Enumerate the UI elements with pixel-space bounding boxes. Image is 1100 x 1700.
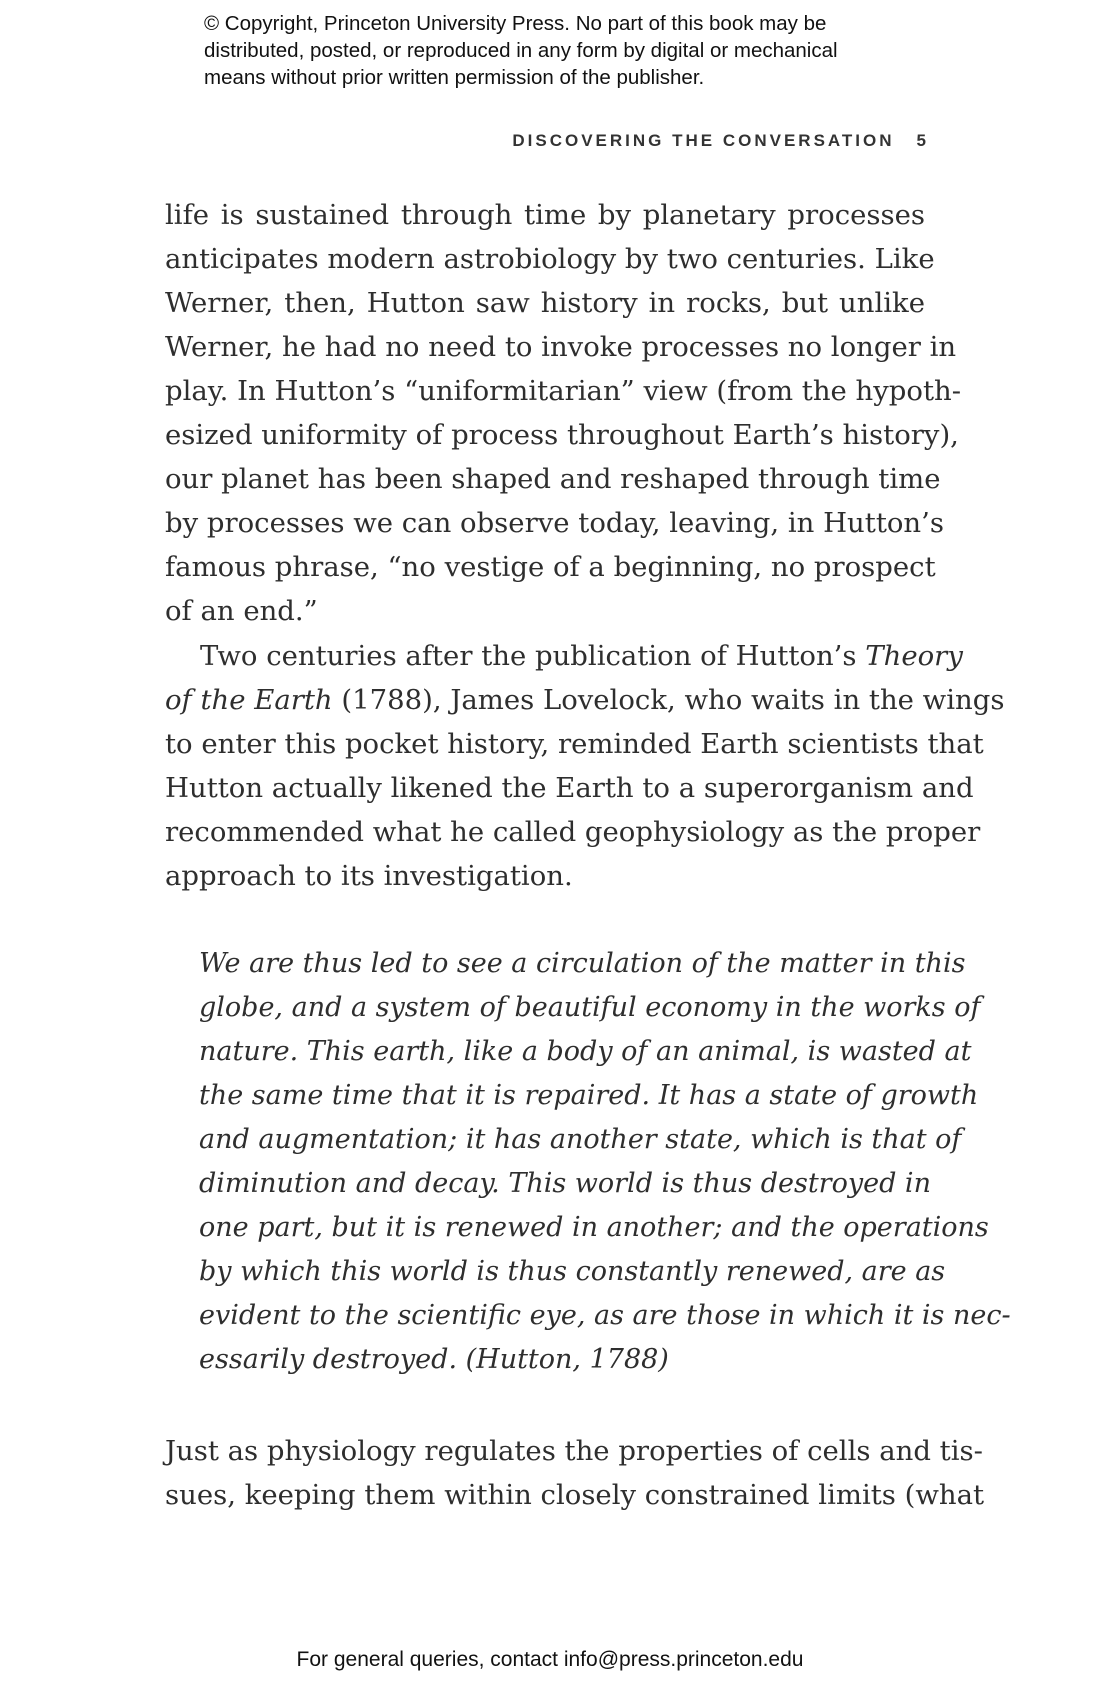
text-line: approach to its investigation. (165, 860, 573, 892)
text-line (165, 634, 963, 678)
quote-line: one part, but it is renewed in another; and the operations (199, 1212, 989, 1243)
book-title-part: Theory (865, 640, 963, 672)
text-line: Just as physiology regulates the properties of cells and tis- (165, 1435, 983, 1467)
text-line: recommended what he called geophysiology as the proper (165, 816, 981, 848)
quote-line: We are thus led to see a circulation of the matter in this (199, 948, 966, 979)
block-quote (199, 942, 1011, 1382)
quote-line: globe, and a system of beautiful economy in the works of (199, 992, 981, 1023)
quote-line: by which this world is thus constantly renewed, are as (199, 1256, 946, 1287)
text-line: life is sustained through time by planetary processes (165, 199, 925, 231)
copyright-notice (204, 10, 924, 91)
text-line: of an end.” (165, 595, 318, 627)
text-line: sues, keeping them within closely constrained limits (what (165, 1479, 985, 1511)
copyright-line: © Copyright, Princeton University Press. No part of this book may be (204, 12, 827, 35)
text-line: esized uniformity of process throughout Earth’s history), (165, 419, 959, 451)
footer-contact: For general queries, contact info@press.princeton.edu (296, 1648, 804, 1671)
quote-line: and augmentation; it has another state, which is that of (199, 1124, 962, 1155)
text-line: our planet has been shaped and reshaped through time (165, 463, 941, 495)
paragraph-2 (165, 634, 1005, 898)
line-text: Two centuries after the publication of Hutton’s (200, 640, 857, 672)
copyright-line: distributed, posted, or reproduced in any form by digital or mechanical (204, 39, 838, 62)
quote-line: diminution and decay. This world is thus destroyed in (199, 1168, 931, 1199)
copyright-line: means without prior written permission of the publisher. (204, 66, 705, 89)
running-head-title: DISCOVERING THE CONVERSATION (512, 131, 895, 150)
running-head (480, 131, 926, 151)
quote-line: evident to the scientific eye, as are those in which it is nec- (199, 1300, 1011, 1331)
text-line: play. In Hutton’s “uniformitarian” view (from the hypoth- (165, 375, 962, 407)
text-line: famous phrase, “no vestige of a beginning, no prospect (165, 551, 936, 583)
paragraph-1 (165, 193, 962, 633)
page-number: 5 (916, 131, 926, 150)
quote-line: essarily destroyed. (Hutton, 1788) (199, 1344, 669, 1375)
text-line (165, 678, 1005, 722)
quote-line: nature. This earth, like a body of an animal, is wasted at (199, 1036, 972, 1067)
text-line: Werner, then, Hutton saw history in rocks, but unlike (165, 287, 925, 319)
text-line: to enter this pocket history, reminded Earth scientists that (165, 728, 984, 760)
text-line: anticipates modern astrobiology by two centuries. Like (165, 243, 935, 275)
line-text: (1788), James Lovelock, who waits in the wings (341, 684, 1005, 716)
book-title-part: of the Earth (165, 684, 333, 716)
text-line: Werner, he had no need to invoke processes no longer in (165, 331, 957, 363)
text-line: Hutton actually likened the Earth to a superorganism and (165, 772, 974, 804)
text-line: by processes we can observe today, leaving, in Hutton’s (165, 507, 944, 539)
paragraph-3 (165, 1429, 985, 1517)
quote-line: the same time that it is repaired. It has a state of growth (199, 1080, 979, 1111)
